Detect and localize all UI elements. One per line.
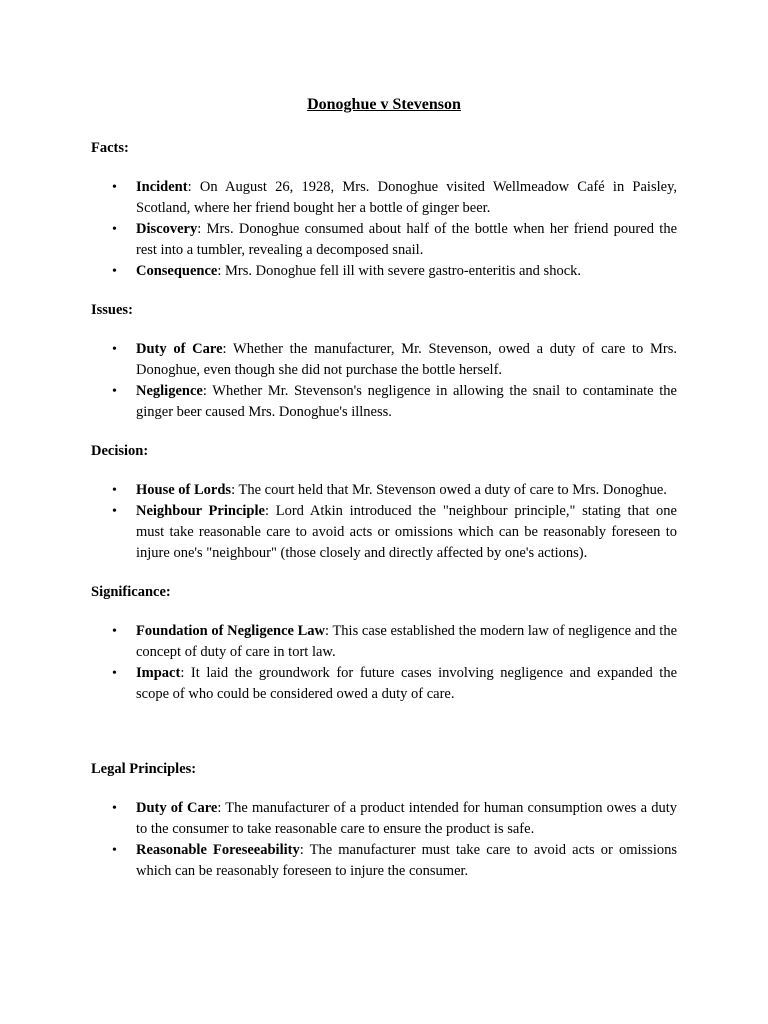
item-term: Impact [136, 665, 181, 681]
bullet-list [91, 621, 677, 705]
item-text: : Mrs. Donoghue consumed about half of the bottle when her friend poured the rest into a tumbler, revealing a decomposed snail. [136, 221, 677, 258]
bullet-icon: • [112, 222, 117, 237]
list-item [91, 798, 677, 840]
item-text: : On August 26, 1928, Mrs. Donoghue visited Wellmeadow Café in Paisley, Scotland, where her friend bought her a bottle of ginger beer. [136, 179, 677, 216]
item-text: : This case established the modern law of negligence and the concept of duty of care in tort law. [136, 623, 677, 660]
item-text: : Whether the manufacturer, Mr. Stevenson, owed a duty of care to Mrs. Donoghue, even though she did not purchase the bottle herself. [136, 341, 678, 378]
bullet-icon: • [112, 483, 117, 498]
list-item [91, 177, 677, 219]
section-legal-principles [91, 759, 677, 882]
list-item [91, 621, 677, 663]
section-heading: Facts: [91, 140, 129, 156]
item-term: Negligence [136, 383, 203, 399]
section-heading: Decision: [91, 443, 149, 459]
list-item [91, 663, 677, 705]
list-item [91, 480, 677, 501]
bullet-icon: • [112, 504, 117, 519]
list-item [91, 840, 677, 882]
bullet-icon: • [112, 843, 117, 858]
item-term: Incident [136, 179, 188, 195]
bullet-icon: • [112, 666, 117, 681]
item-term: Foundation of Negligence Law [136, 623, 326, 639]
item-term: House of Lords [136, 482, 232, 498]
item-term: Reasonable Foreseeability [136, 842, 300, 858]
section-heading: Issues: [91, 302, 133, 318]
item-text: : Whether Mr. Stevenson's negligence in allowing the snail to contaminate the ginger beer caused Mrs. Donoghue's illness. [136, 383, 677, 420]
document-title: Donoghue v Stevenson [307, 96, 461, 113]
item-term: Discovery [136, 221, 198, 237]
item-text: : It laid the groundwork for future cases involving negligence and expanded the scope of who could be considered owed a duty of care. [136, 665, 677, 702]
list-item [91, 381, 677, 423]
bullet-list [91, 480, 677, 564]
section-issues [91, 300, 677, 423]
bullet-icon: • [112, 624, 117, 639]
item-term: Consequence [136, 263, 218, 279]
section-significance [91, 582, 677, 705]
item-text: : Mrs. Donoghue fell ill with severe gastro-enteritis and shock. [217, 263, 582, 279]
bullet-list [91, 339, 677, 423]
section-facts [91, 138, 677, 282]
section-heading: Legal Principles: [91, 761, 197, 777]
bullet-icon: • [112, 801, 117, 816]
item-term: Duty of Care [136, 341, 223, 357]
bullet-icon: • [112, 264, 117, 279]
list-item [91, 339, 677, 381]
item-text: : Lord Atkin introduced the "neighbour principle," stating that one must take reasonable care to avoid acts or omissions which can be reasonably foreseen to injure one's "neighbour" (those closely and directly affected by one's actions). [136, 503, 677, 561]
list-item [91, 261, 677, 282]
bullet-list [91, 798, 677, 882]
section-decision [91, 441, 677, 564]
bullet-list [91, 177, 677, 282]
bullet-icon: • [112, 180, 117, 195]
bullet-icon: • [112, 342, 117, 357]
list-item [91, 501, 677, 564]
blank-space [91, 723, 677, 759]
section-heading: Significance: [91, 584, 171, 600]
list-item [91, 219, 677, 261]
item-term: Neighbour Principle [136, 503, 265, 519]
item-term: Duty of Care [136, 800, 218, 816]
item-text: : The manufacturer of a product intended for human consumption owes a duty to the consumer to take reasonable care to ensure the product is safe. [136, 800, 677, 837]
item-text: : The court held that Mr. Stevenson owed a duty of care to Mrs. Donoghue. [231, 482, 667, 498]
item-text: : The manufacturer must take care to avoid acts or omissions which can be reasonably foreseen to injure the consumer. [136, 842, 677, 879]
bullet-icon: • [112, 384, 117, 399]
